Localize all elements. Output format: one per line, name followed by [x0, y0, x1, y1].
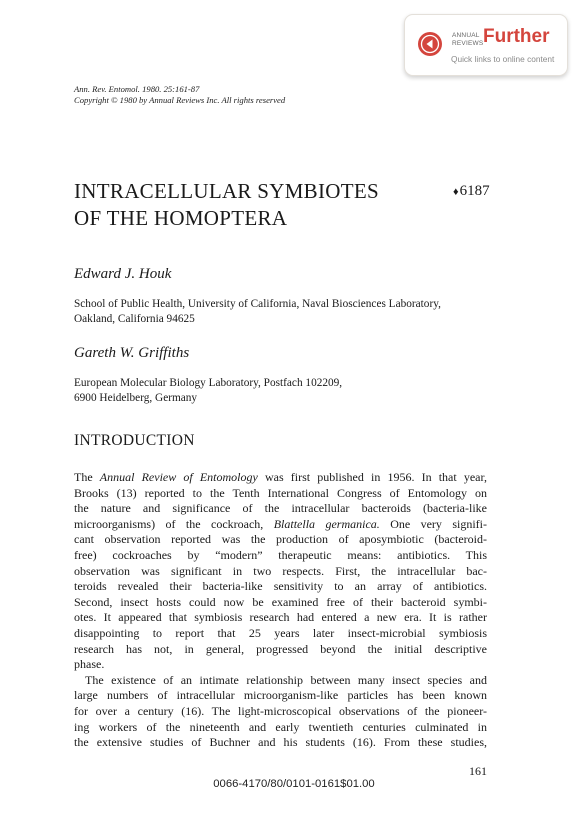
affiliation-line: School of Public Health, University of California, Naval Biosciences Laboratory, — [74, 298, 441, 310]
paragraph-1 — [74, 470, 487, 673]
text-line: Second, insect hosts could now be examined free of their bacteroid symbi- — [74, 594, 487, 609]
paragraph-2 — [74, 673, 487, 751]
text-line: The existence of an intimate relationship between many insect species and — [85, 672, 487, 687]
author-1-name: Edward J. Houk — [74, 266, 172, 282]
further-links-badge[interactable] — [404, 14, 568, 76]
text-line: ing workers of the nineteenth and early twentieth centuries culminated in — [74, 719, 487, 734]
citation-line-2: Copyright © 1980 by Annual Reviews Inc. All rights reserved — [74, 95, 286, 105]
text-line: phase. — [74, 657, 105, 672]
article-body — [74, 470, 487, 751]
text-line: disappointing to report that 25 years later insect-microbial symbiosis — [74, 625, 487, 640]
affiliation-line: European Molecular Biology Laboratory, Postfach 102209, — [74, 377, 343, 389]
text-line: The Annual Review of Entomology was first published in 1956. In that year, — [74, 470, 488, 484]
diamond-mark-icon: ♦ — [453, 186, 459, 198]
section-heading: INTRODUCTION — [74, 432, 195, 449]
text-line: cant observation reported was the production of aposymbiotic (bacteroid- — [74, 532, 487, 547]
text-line: microorganisms) of the cockroach, Blattella germanica. One very signifi- — [74, 516, 487, 531]
text-line: free) cockroaches by “modern” therapeutic means: antibiotics. This — [74, 547, 487, 562]
article-title — [74, 178, 404, 232]
title-line-1: INTRACELLULAR SYMBIOTES — [74, 179, 379, 203]
annual-reviews-wordmark — [452, 32, 483, 47]
text-line: research has not, in general, progressed beyond the initial descriptive — [74, 641, 487, 656]
text-line: the extensive studies of Buchner and his students (16). From these studies, — [74, 735, 487, 750]
catalog-number — [453, 183, 490, 200]
author-2-name: Gareth W. Griffiths — [74, 345, 190, 361]
text-line: large numbers of intracellular microorganism-like particles has been known — [74, 688, 487, 703]
page-number: 161 — [469, 764, 487, 778]
text-line: for over a century (16). The light-microscopical observations of the pioneer- — [74, 703, 487, 718]
citation-line-1: Ann. Rev. Entomol. 1980. 25:161-87 — [74, 84, 200, 94]
journal-name: Annual Review of Entomology — [99, 470, 258, 484]
text-line: observation was significant in two respects. First, the intracellular bac- — [74, 563, 487, 578]
publisher-line-1: ANNUAL — [452, 32, 480, 39]
footer-code: 0066-4170/80/0101-0161$01.00 — [213, 778, 375, 790]
text-line: otes. It appeared that symbiosis research had entered a new era. It is rather — [74, 610, 487, 625]
affiliation-line: Oakland, California 94625 — [74, 313, 195, 325]
author-1-affiliation — [74, 297, 494, 327]
further-label: Further — [483, 26, 550, 47]
text-line: teroids revealed their bacteria-like sensitivity to an array of antibiotics. — [74, 579, 487, 594]
text-line: Brooks (13) reported to the Tenth International Congress of Entomology on — [74, 485, 487, 500]
publisher-line-2: REVIEWS — [452, 39, 484, 47]
text-line: the nature and significance of the intracellular bacteroids (bacteria-like — [74, 501, 487, 516]
affiliation-line: 6900 Heidelberg, Germany — [74, 392, 198, 404]
badge-tagline: Quick links to online content — [451, 54, 555, 64]
author-2-affiliation — [74, 376, 494, 406]
journal-citation — [74, 84, 285, 106]
title-line-2: OF THE HOMOPTERA — [74, 206, 288, 230]
catalog-number-value: 6187 — [459, 183, 490, 199]
play-arrow-icon — [417, 31, 443, 57]
species-name: Blattella germanica. — [273, 516, 380, 531]
